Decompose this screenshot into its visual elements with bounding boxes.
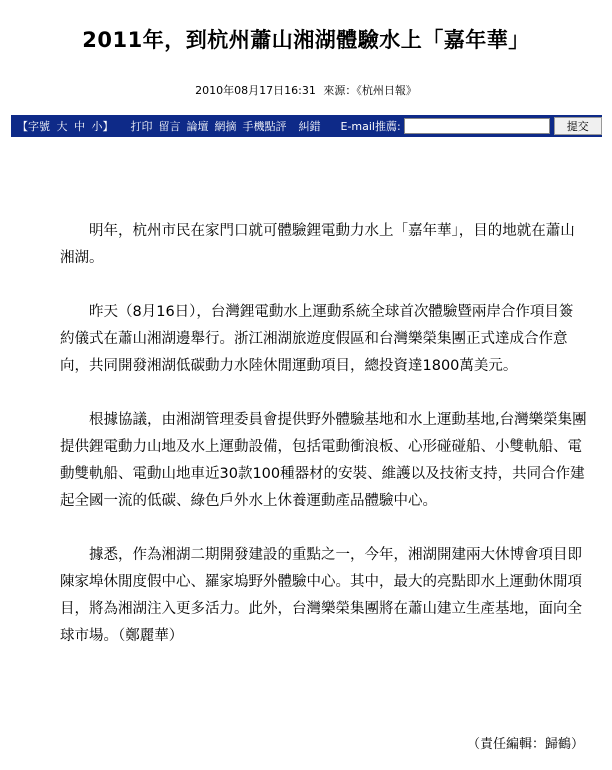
- correction-link[interactable]: 糾錯: [298, 120, 321, 133]
- article-body: [60, 218, 587, 677]
- article-source: 來源：《杭州日報》: [323, 84, 417, 97]
- article-paragraph: 昨天（8月16日），台灣鋰電動水上運動系統全球首次體驗暨兩岸合作項目簽約儀式在蕭山湘湖邊舉行。浙江湘湖旅遊度假區和台灣樂榮集團正式達成合作意向，共同開發湘湖低碳動力水陸休閒運動項目，總投資達1800萬美元。: [60, 304, 574, 374]
- forum-link[interactable]: 論壇: [186, 120, 209, 133]
- print-link[interactable]: 打印: [130, 120, 153, 133]
- article-paragraph: 據悉，作為湘湖二期開發建設的重點之一，今年，湘湖開建兩大休博會項目即陳家埠休閒度假中心、羅家塢野外體驗中心。其中，最大的亮點即水上運動休閒項目，將為湘湖注入更多活力。此外，台灣樂榮集團將在蕭山建立生產基地，面向全球市場。（鄭麗華）: [60, 547, 582, 644]
- font-large-link[interactable]: 大: [56, 120, 68, 133]
- email-input[interactable]: [404, 118, 550, 134]
- font-small-link[interactable]: 小】: [91, 120, 114, 133]
- comment-link[interactable]: 留言: [158, 120, 181, 133]
- article-paragraph: 明年，杭州市民在家門口就可體驗鋰電動力水上「嘉年華」，目的地就在蕭山湘湖。: [60, 223, 575, 266]
- mobile-comment-link[interactable]: 手機點評: [242, 120, 287, 133]
- article-paragraph: 根據協議，由湘湖管理委員會提供野外體驗基地和水上運動基地,台灣樂榮集團提供鋰電動力山地及水上運動設備，包括電動衝浪板、心形碰碰船、小雙軌船、電動雙軌船、電動山地車近30款100種器材的安裝、維護以及技術支持，共同合作建起全國一流的低碳、綠色戶外水上休養運動產品體驗中心。: [60, 412, 587, 509]
- article-meta: [0, 82, 612, 98]
- excerpt-link[interactable]: 網摘: [214, 120, 237, 133]
- publish-datetime: 2010年08月17日16:31: [195, 84, 316, 97]
- responsible-editor: （責任編輯：歸鶴）: [466, 737, 584, 752]
- submit-button[interactable]: 提交: [554, 117, 602, 135]
- article-toolbar: [11, 115, 602, 137]
- email-label: E-mail推薦:: [340, 120, 401, 133]
- font-size-control: [17, 118, 117, 134]
- font-medium-link[interactable]: 中: [74, 120, 85, 133]
- article-title: 2011年，到杭州蕭山湘湖體驗水上「嘉年華」: [82, 28, 530, 52]
- font-size-label: 【字號: [17, 120, 50, 133]
